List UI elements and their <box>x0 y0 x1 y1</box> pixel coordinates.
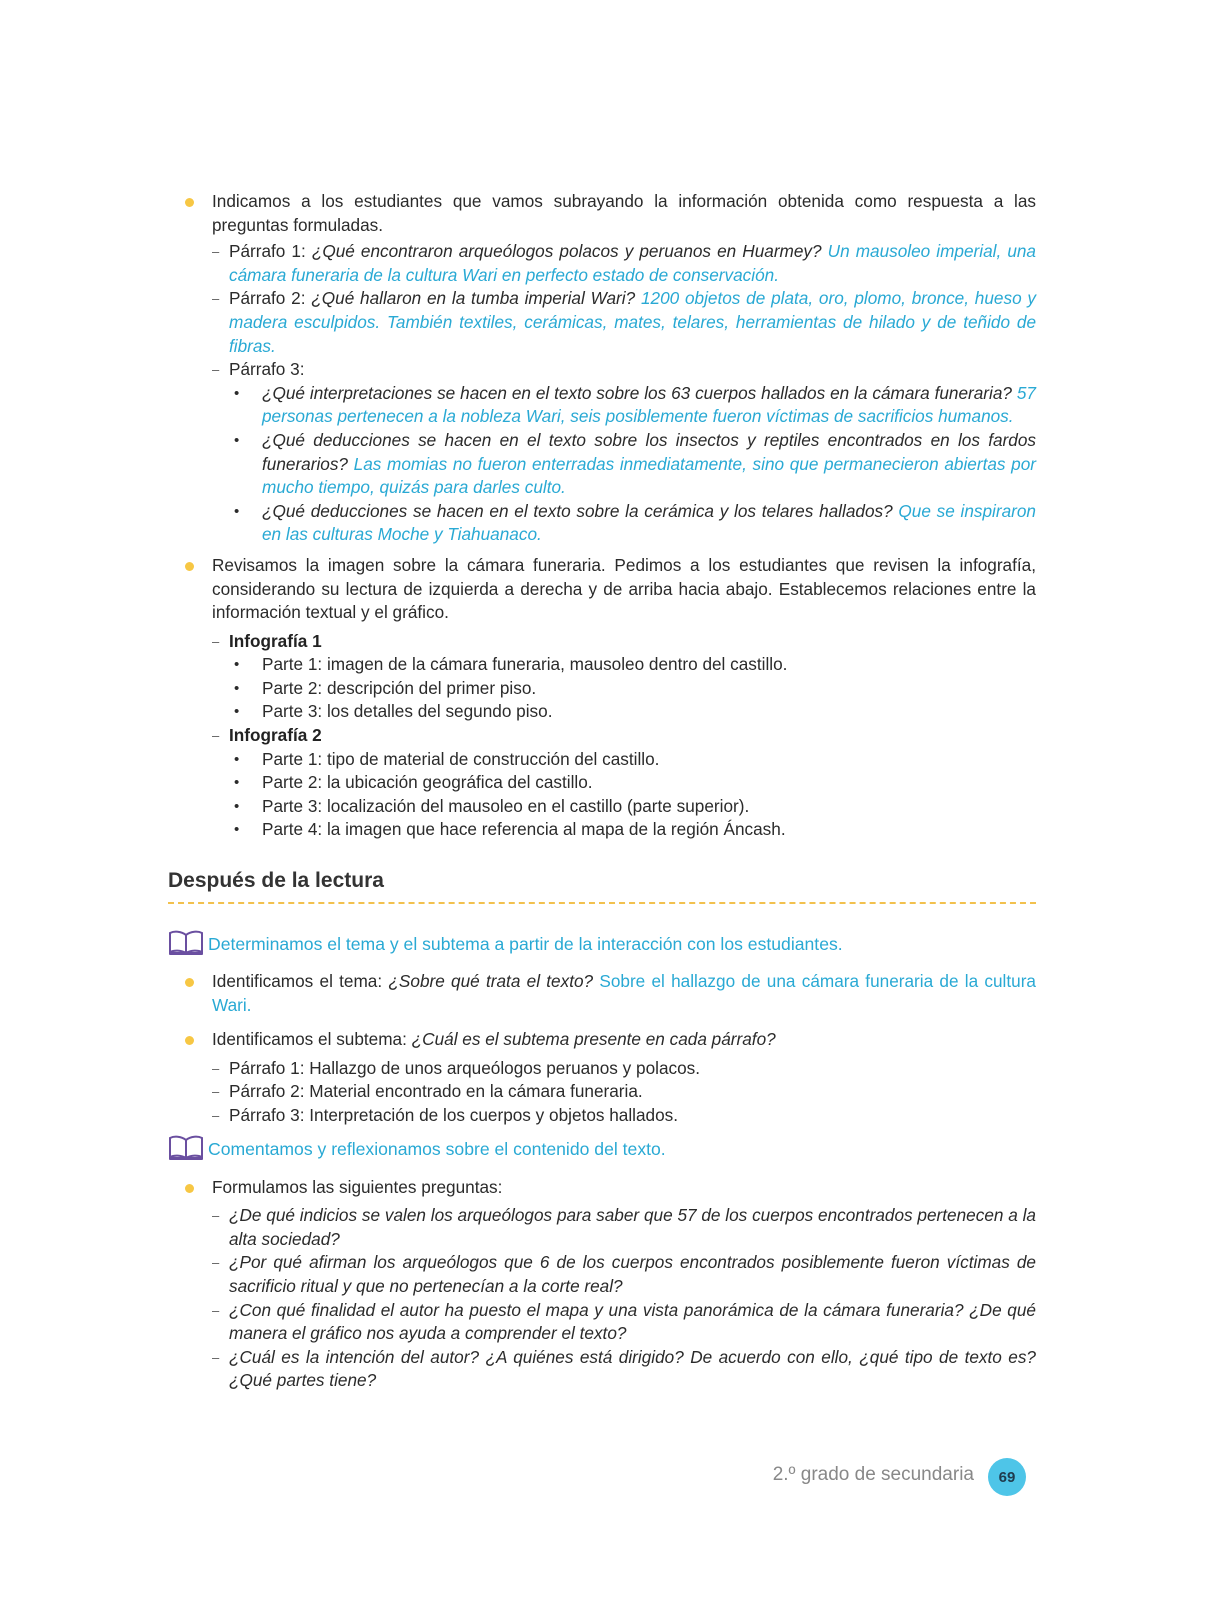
parrafo-2-item: – Párrafo 2: ¿Qué hallaron en la tumba imperial Wari? 1200 objetos de plata, oro, plomo, bronce, hueso y madera esculpidos. También textiles, cerámicas, mates, telares, herramientas de hilado y de teñido de fibras. <box>168 287 1036 358</box>
infografia-1-heading: – Infografía 1 <box>168 630 1036 654</box>
page-content <box>168 190 1036 1393</box>
grade-label: 2.º grado de secundaria <box>772 1464 974 1485</box>
infografia-2-heading: – Infografía 2 <box>168 724 1036 748</box>
bullet-revisamos: Revisamos la imagen sobre la cámara funeraria. Pedimos a los estudiantes que revisen la infografía, considerando su lectura de izquierda a derecha y de arriba hacia abajo. Establecemos relaciones entre la información textual y el gráfico. <box>168 554 1036 625</box>
subtema-item: – Párrafo 2: Material encontrado en la cámara funeraria. <box>168 1080 1036 1104</box>
step-title: Determinamos el tema y el subtema a partir de la interacción con los estudiantes. <box>208 934 843 955</box>
infografia-2-item: • Parte 4: la imagen que hace referencia al mapa de la región Áncash. <box>168 818 1036 842</box>
open-book-icon <box>168 930 204 956</box>
bullet-indicamos: Indicamos a los estudiantes que vamos subrayando la información obtenida como respuesta a las preguntas formuladas. <box>168 190 1036 237</box>
page-footer <box>0 1458 1208 1498</box>
question-item: – ¿Con qué finalidad el autor ha puesto el mapa y una vista panorámica de la cámara funeraria? ¿De qué manera el gráfico nos ayuda a comprender el texto? <box>168 1299 1036 1346</box>
parrafo-3-subitem: • ¿Qué interpretaciones se hacen en el texto sobre los 63 cuerpos hallados en la cámara funeraria? 57 personas pertenecen a la nobleza Wari, seis posiblemente fueron víctimas de sacrificios humanos. <box>168 382 1036 429</box>
question-item: – ¿Cuál es la intención del autor? ¿A quiénes está dirigido? De acuerdo con ello, ¿qué tipo de texto es? ¿Qué partes tiene? <box>168 1346 1036 1393</box>
infografia-2-item: • Parte 1: tipo de material de construcción del castillo. <box>168 748 1036 772</box>
infografia-1-item: • Parte 1: imagen de la cámara funeraria, mausoleo dentro del castillo. <box>168 653 1036 677</box>
bullet-subtema: Identificamos el subtema: ¿Cuál es el subtema presente en cada párrafo? <box>168 1028 1036 1052</box>
question-item: – ¿De qué indicios se valen los arqueólogos para saber que 57 de los cuerpos encontrados pertenecen a la alta sociedad? <box>168 1204 1036 1251</box>
parrafo-3-subitem: • ¿Qué deducciones se hacen en el texto sobre los insectos y reptiles encontrados en los fardos funerarios? Las momias no fueron enterradas inmediatamente, sino que permanecieron abiertas por mucho tiempo, quizás para darles culto. <box>168 429 1036 500</box>
page-number-badge: 69 <box>988 1458 1026 1496</box>
parrafo-3-subitem: • ¿Qué deducciones se hacen en el texto sobre la cerámica y los telares hallados? Que se inspiraron en las culturas Moche y Tiahuanaco. <box>168 500 1036 547</box>
infografia-1-item: • Parte 2: descripción del primer piso. <box>168 677 1036 701</box>
bullet-tema: Identificamos el tema: ¿Sobre qué trata el texto? Sobre el hallazgo de una cámara funeraria de la cultura Wari. <box>168 970 1036 1017</box>
parrafo-3-item: – Párrafo 3: <box>168 358 1036 382</box>
question-item: – ¿Por qué afirman los arqueólogos que 6 de los cuerpos encontrados posiblemente fueron víctimas de sacrificio ritual y que no pertenecían a la corte real? <box>168 1251 1036 1298</box>
infografia-1-item: • Parte 3: los detalles del segundo piso. <box>168 700 1036 724</box>
open-book-icon <box>168 1135 204 1161</box>
subtema-item: – Párrafo 3: Interpretación de los cuerpos y objetos hallados. <box>168 1104 1036 1128</box>
section-title: Después de la lectura <box>168 866 1036 904</box>
step-comentamos <box>168 1135 1036 1161</box>
step-determinamos <box>168 930 1036 956</box>
infografia-2-item: • Parte 3: localización del mausoleo en el castillo (parte superior). <box>168 795 1036 819</box>
infografia-2-item: • Parte 2: la ubicación geográfica del castillo. <box>168 771 1036 795</box>
subtema-item: – Párrafo 1: Hallazgo de unos arqueólogos peruanos y polacos. <box>168 1057 1036 1081</box>
parrafo-1-item: – Párrafo 1: ¿Qué encontraron arqueólogos polacos y peruanos en Huarmey? Un mausoleo imperial, una cámara funeraria de la cultura Wari en perfecto estado de conservación. <box>168 240 1036 287</box>
bullet-formulamos: Formulamos las siguientes preguntas: <box>168 1176 1036 1200</box>
step-title: Comentamos y reflexionamos sobre el contenido del texto. <box>208 1138 666 1159</box>
